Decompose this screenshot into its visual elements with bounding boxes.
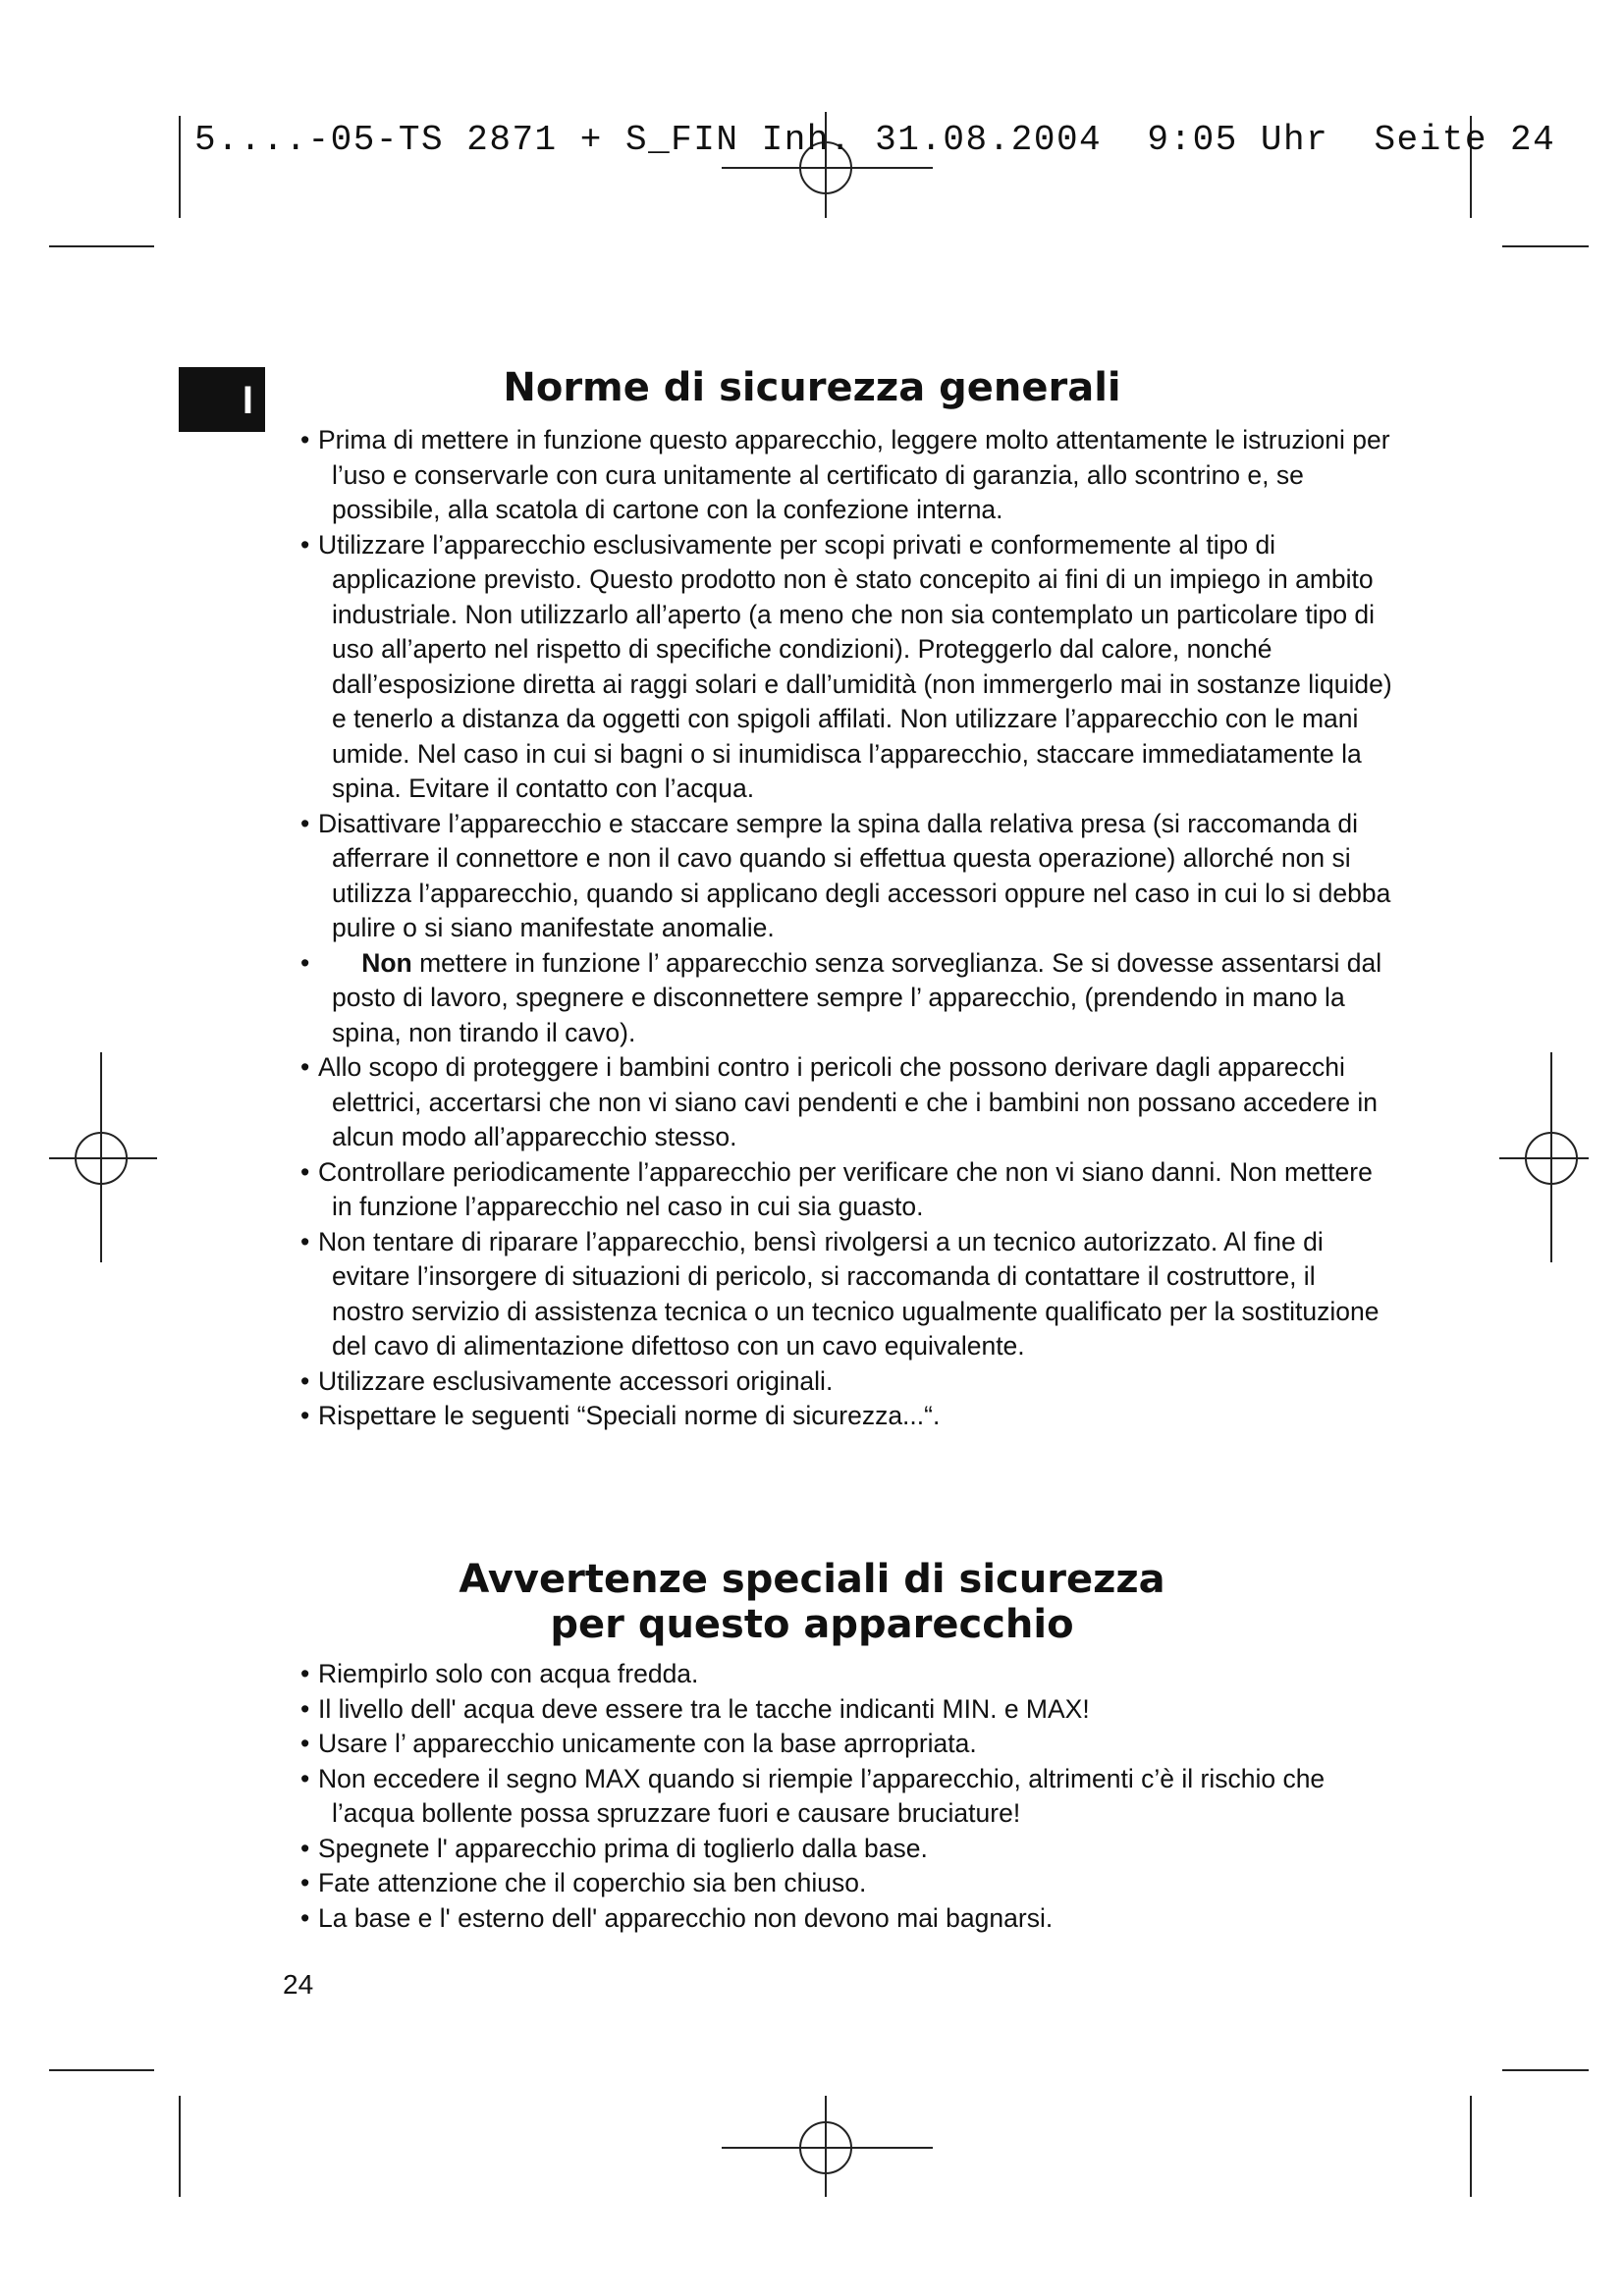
list-item: • Riempirlo solo con acqua fredda. (283, 1657, 1392, 1692)
print-slug-header (194, 120, 1555, 160)
list-item: • La base e l' esterno dell' apparecchio non devono mai bagnarsi. (283, 1901, 1392, 1937)
bullet-icon: • (300, 1693, 310, 1724)
registration-mark-left (49, 1052, 157, 1262)
general-safety-list (283, 423, 1392, 1434)
list-item: • Non tentare di riparare l’apparecchio, bensì rivolgersi a un tecnico autorizzato. Al fine di evitare l’insorgere di situazioni di pericolo, si raccomanda di contattare il costruttore, il nostro servizio di assistenza tecnica o un tecnico ugualmente qualificato per la sostituzione del cavo di alimentazione difettoso con un cavo equivalente. (300, 1226, 1380, 1361)
section-title-special-warnings: Avvertenze speciali di sicurezza per questo apparecchio (459, 1557, 1165, 1647)
page-number: 24 (283, 1969, 314, 2000)
emphasis-text: Non (361, 947, 412, 978)
list-item: • Rispettare le seguenti “Speciali norme di sicurezza...“. (283, 1399, 1392, 1434)
bullet-icon: • (300, 1156, 310, 1187)
list-item: • Utilizzare l’apparecchio esclusivamente per scopi privati e conformemente al tipo di applicazione previsto. Questo prodotto non è stato concepito ai fini di un impiego in ambito industriale. Non utilizzarlo all’aperto (a meno che non sia contemplato un particolare tipo di uso all’aperto nel rispetto di specifiche condizioni). Proteggerlo dal calore, nonché dall’esposizione diretta ai raggi solari e dall’umidità (non immergerlo mai in sostanze liquide) e tenerlo a distanza da oggetti con spigoli affilati. Non utilizzare l’apparecchio con le mani umide. Nel caso in cui si bagni o si inumidisca l’apparecchio, staccare immediatamente la spina. Evitare il contatto con l’acqua. (300, 529, 1392, 803)
bullet-icon: • (300, 1365, 310, 1396)
bullet-icon: • (300, 1833, 310, 1863)
list-item: • Fate attenzione che il coperchio sia ben chiuso. (283, 1866, 1392, 1901)
registration-mark-bottom (722, 2096, 933, 2197)
bullet-icon: • (300, 1052, 310, 1082)
bullet-icon: • (300, 425, 310, 454)
list-item: • Utilizzare esclusivamente accessori originali. (283, 1364, 1392, 1400)
slug-date: 31.08.2004 (875, 120, 1103, 160)
registration-mark-right (1499, 1052, 1589, 1262)
special-warnings-list (283, 1657, 1392, 1936)
list-item: • Non mettere in funzione l’ apparecchio senza sorveglianza. Se si dovesse assentarsi dal posto di lavoro, spegnere e disconnettere sempre l’ apparecchio, (prendendo in mano la spina, non tirando il cavo). (300, 947, 1382, 1047)
section-title-general-safety: Norme di sicurezza generali (503, 365, 1121, 410)
bullet-icon: • (300, 1401, 310, 1430)
slug-time: 9:05 Uhr (1147, 120, 1329, 160)
bullet-icon: • (300, 1659, 310, 1688)
slug-page: Seite 24 (1374, 120, 1556, 160)
list-item: • Allo scopo di proteggere i bambini contro i pericoli che possono derivare dagli apparecchi elettrici, accertarsi che non vi siano cavi pendenti e che i bambini non possano accedere in alcun modo all’apparecchio stesso. (300, 1052, 1379, 1151)
bullet-icon: • (300, 1729, 310, 1758)
list-item: • Usare l’ apparecchio unicamente con la base aprropriata. (283, 1727, 1392, 1762)
list-item: • Non eccedere il segno MAX quando si riempie l’apparecchio, altrimenti c’è il rischio che l’acqua bollente possa spruzzare fuori e causare bruciature! (300, 1763, 1326, 1828)
slug-filename: 5....-05-TS 2871 + S_FIN Inh. (194, 120, 853, 160)
list-item: • Spegnete l' apparecchio prima di toglierlo dalla base. (283, 1832, 1392, 1867)
list-item: • Controllare periodicamente l’apparecchio per verificare che non vi siano danni. Non mettere in funzione l’apparecchio nel caso in cui sia guasto. (300, 1156, 1373, 1221)
bullet-icon: • (300, 808, 310, 838)
list-item: • Il livello dell' acqua deve essere tra le tacche indicanti MIN. e MAX! (283, 1692, 1392, 1728)
bullet-icon: • (300, 1868, 310, 1897)
bullet-icon: • (300, 1902, 310, 1933)
bullet-icon: • (300, 1226, 310, 1256)
bullet-icon: • (300, 947, 310, 978)
language-tab-label: I (242, 379, 253, 422)
list-item: • Prima di mettere in funzione questo apparecchio, leggere molto attentamente le istruzioni per l’uso e conservarle con cura unitamente al certificato di garanzia, allo scontrino e, se possibile, alla scatola di cartone con la confezione interna. (300, 425, 1390, 524)
bullet-icon: • (300, 529, 310, 560)
bullet-icon: • (300, 1763, 310, 1793)
list-item: • Disattivare l’apparecchio e staccare sempre la spina dalla relativa presa (si raccomanda di afferrare il connettore e non il cavo quando si effettua questa operazione) allorché non si utilizza l’apparecchio, quando si applicano degli accessori oppure nel caso in cui lo si debba pulire o si siano manifestate anomalie. (300, 808, 1391, 942)
